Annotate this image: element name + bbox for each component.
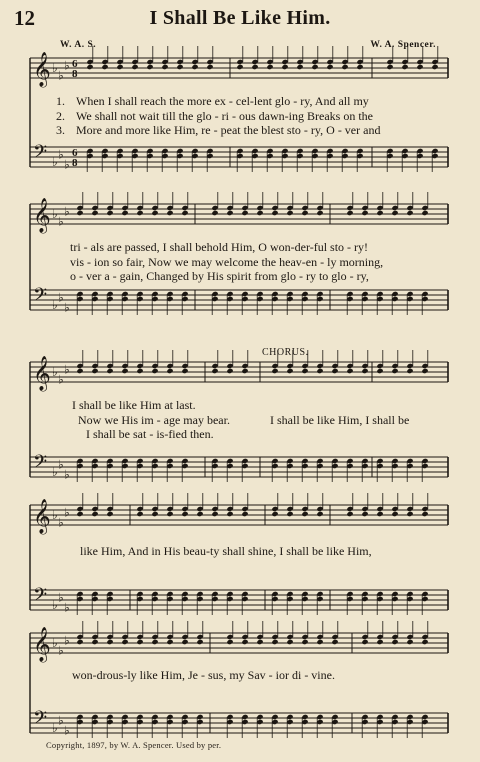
flat-icon: ♭ — [64, 300, 70, 315]
flat-icon: ♭ — [58, 515, 64, 530]
flat-icon: ♭ — [64, 467, 70, 482]
note-heads — [76, 591, 428, 615]
flat-icon: ♭ — [52, 598, 58, 612]
treble-staff — [30, 621, 448, 663]
verse-number: 3. — [56, 123, 65, 137]
bass-staff — [30, 142, 448, 172]
lyric-line — [0, 427, 480, 441]
bass-clef-icon: 𝄢 — [33, 708, 48, 733]
bass-clef-icon: 𝄢 — [33, 585, 48, 610]
bass-clef-icon: 𝄢 — [33, 285, 48, 310]
verse-number: 1. — [56, 94, 65, 108]
lyric-text: won-drous-ly like Him, Je - sus, my Sav - ior di - vine. — [72, 668, 335, 682]
flat-icon: ♭ — [52, 298, 58, 312]
lyric-line — [0, 255, 480, 269]
bass-staff — [30, 708, 448, 738]
treble-staff — [30, 46, 448, 88]
treble-clef-icon: 𝄞 — [33, 356, 51, 391]
treble-staff — [30, 192, 448, 234]
lyric-text: o - ver a - gain, Changed by His spirit from glo - ry to glo - ry, — [70, 269, 369, 283]
treble-clef-icon: 𝄞 — [33, 52, 51, 87]
flat-icon: ♭ — [52, 508, 58, 522]
flat-icon: ♭ — [52, 636, 58, 650]
flat-icon: ♭ — [64, 58, 70, 73]
lyric-text: We shall not wait till the glo - ri - ous dawn-ing Breaks on the — [76, 108, 373, 123]
copyright-notice: Copyright, 1897, by W. A. Spencer. Used by per. — [46, 740, 222, 750]
bass-clef-icon: 𝄢 — [33, 142, 48, 167]
lyric-text: like Him, And in His beau-ty shall shine, I shall be like Him, — [80, 544, 372, 558]
flat-icon: ♭ — [58, 147, 64, 162]
lyric-text: I shall be like Him, I shall be — [270, 412, 410, 427]
flat-icon: ♭ — [64, 600, 70, 615]
flat-icon: ♭ — [58, 214, 64, 229]
lyric-text: tri - als are passed, I shall behold Him, O won-der-ful sto - ry! — [70, 240, 369, 254]
time-signature-top: 6 — [72, 58, 78, 70]
lyric-line — [0, 109, 480, 123]
flat-icon: ♭ — [58, 68, 64, 83]
flat-icon: ♭ — [58, 457, 64, 472]
flat-icon: ♭ — [52, 465, 58, 479]
lyric-line — [0, 269, 480, 283]
lyric-text: When I shall reach the more ex - cel-lent glo - ry, And all my — [76, 94, 369, 108]
bass-staff — [30, 285, 448, 315]
lyric-line — [0, 544, 480, 558]
flat-icon: ♭ — [52, 61, 58, 75]
treble-staff — [30, 350, 448, 392]
hymn-title: I Shall Be Like Him. — [149, 7, 331, 29]
flat-icon: ♭ — [52, 155, 58, 169]
lyric-text: Now we His im - age may bear. — [78, 412, 230, 427]
page-number: 12 — [14, 6, 35, 30]
lyric-line — [0, 123, 480, 137]
note-heads — [76, 458, 428, 482]
flat-icon: ♭ — [64, 723, 70, 738]
treble-clef-icon: 𝄞 — [33, 499, 51, 534]
bass-staff — [30, 452, 448, 482]
lyric-line — [0, 94, 480, 108]
flat-icon: ♭ — [64, 505, 70, 520]
flat-icon: ♭ — [58, 372, 64, 387]
verse-number: 2. — [56, 108, 65, 123]
lyric-text: More and more like Him, re - peat the blest sto - ry, O - ver and — [76, 123, 381, 137]
treble-staff — [30, 493, 448, 535]
note-heads — [76, 714, 428, 738]
flat-icon: ♭ — [58, 290, 64, 305]
words-credit: W. A. S. — [60, 40, 97, 50]
flat-icon: ♭ — [52, 365, 58, 379]
flat-icon: ♭ — [64, 204, 70, 219]
flat-icon: ♭ — [64, 362, 70, 377]
time-signature-bottom: 8 — [72, 68, 78, 80]
flat-icon: ♭ — [64, 633, 70, 648]
treble-clef-icon: 𝄞 — [33, 198, 51, 233]
bass-clef-icon: 𝄢 — [33, 452, 48, 477]
flat-icon: ♭ — [58, 590, 64, 605]
time-signature-bottom: 8 — [72, 157, 78, 169]
lyric-line — [0, 668, 480, 682]
lyric-line — [0, 240, 480, 254]
note-heads — [76, 291, 428, 315]
flat-icon: ♭ — [58, 713, 64, 728]
flat-icon: ♭ — [64, 157, 70, 172]
chorus-label: CHORUS. — [262, 347, 309, 358]
time-signature-top: 6 — [72, 147, 78, 159]
flat-icon: ♭ — [52, 721, 58, 735]
lyric-line — [0, 398, 480, 412]
flat-icon: ♭ — [58, 643, 64, 658]
lyric-text: I shall be sat - is-fied then. — [86, 427, 214, 441]
bass-staff — [30, 585, 448, 615]
lyric-line — [0, 413, 480, 427]
lyric-text: vis - ion so fair, Now we may welcome the heav-en - ly morning, — [70, 254, 384, 269]
note-heads — [86, 148, 438, 172]
lyric-text: I shall be like Him at last. — [72, 398, 196, 412]
music-credit: W. A. Spencer. — [370, 40, 436, 50]
flat-icon: ♭ — [52, 207, 58, 221]
treble-clef-icon: 𝄞 — [33, 627, 51, 662]
